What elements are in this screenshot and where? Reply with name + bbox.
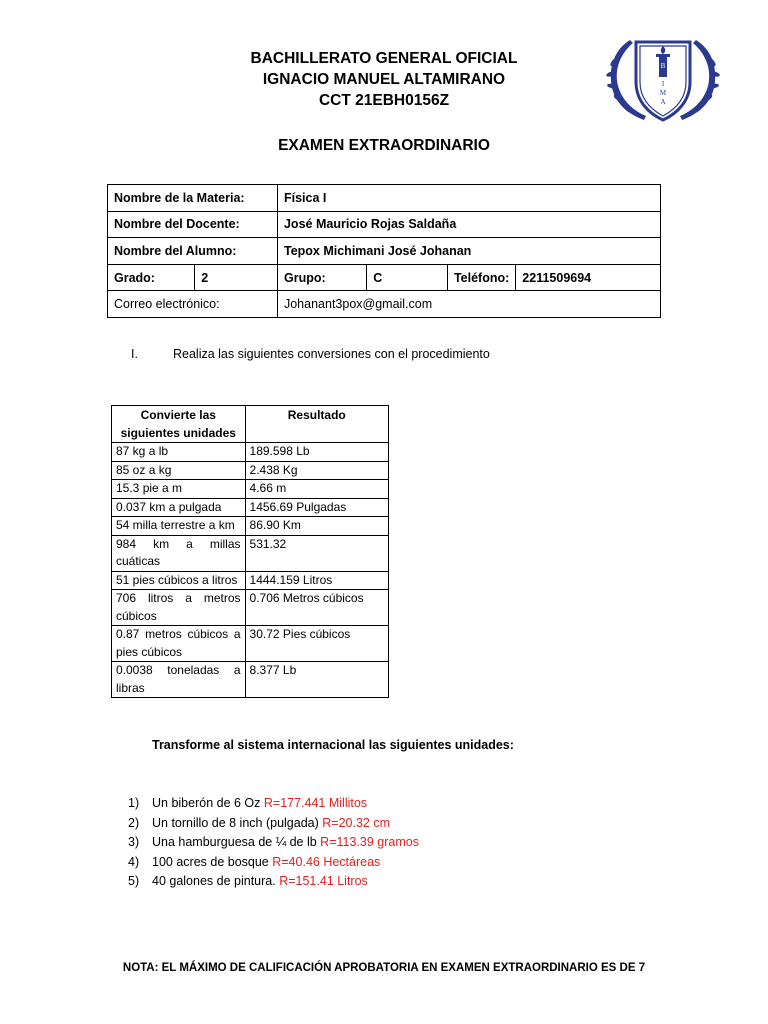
correo-value: Johanant3pox@gmail.com <box>277 291 660 318</box>
grupo-label: Grupo: <box>277 264 366 291</box>
list-item-number: 4) <box>128 854 140 869</box>
exam-title: EXAMEN EXTRAORDINARIO <box>278 137 490 154</box>
section-1-title: Realiza las siguientes conversiones con el procedimiento <box>173 347 490 361</box>
conversion-question: 87 kg a lb <box>112 443 246 462</box>
table-header-row <box>112 406 389 443</box>
conversion-result: 1456.69 Pulgadas <box>245 498 388 517</box>
conversion-question: 54 milla terrestre a km <box>112 517 246 536</box>
table-row <box>112 571 389 590</box>
table-row <box>112 662 389 698</box>
conversion-result: 2.438 Kg <box>245 461 388 480</box>
conversion-result: 8.377 Lb <box>245 662 388 698</box>
conversion-question: 0.0038 toneladas a libras <box>112 662 246 698</box>
conversion-result: 531.32 <box>245 535 388 571</box>
alumno-label: Nombre del Alumno: <box>108 238 278 265</box>
list-item-question: 100 acres de bosque <box>152 854 273 869</box>
table-row <box>108 291 661 318</box>
list-item <box>128 855 419 875</box>
section-1-heading <box>131 347 490 361</box>
conversions-body <box>112 443 389 698</box>
table-row <box>108 238 661 265</box>
conversion-result: 1444.159 Litros <box>245 571 388 590</box>
conversions-table <box>111 405 389 698</box>
conversion-question: 0.87 metros cúbicos a pies cúbicos <box>112 626 246 662</box>
materia-label: Nombre de la Materia: <box>108 185 278 212</box>
list-item-number: 2) <box>128 815 140 830</box>
conversion-question: 51 pies cúbicos a litros <box>112 571 246 590</box>
docente-label: Nombre del Docente: <box>108 211 278 238</box>
list-item <box>128 816 419 836</box>
list-item-answer: R=40.46 Hectáreas <box>272 854 381 869</box>
table-row <box>112 461 389 480</box>
list-item <box>128 874 419 894</box>
list-item-answer: R=151.41 Litros <box>279 874 368 889</box>
table-row <box>108 185 661 212</box>
conversion-question: 0.037 km a pulgada <box>112 498 246 517</box>
telefono-value: 2211509694 <box>516 264 661 291</box>
table-row <box>112 590 389 626</box>
list-item-number: 3) <box>128 835 140 850</box>
table-row <box>108 211 661 238</box>
logo-letter-b: B <box>660 62 666 70</box>
logo-letter-a: A <box>660 98 666 106</box>
alumno-value: Tepox Michimani José Johanan <box>277 238 660 265</box>
list-item-question: Un biberón de 6 Oz <box>152 796 264 810</box>
list-item-number: 1) <box>128 796 140 810</box>
grado-value: 2 <box>195 264 278 291</box>
materia-value: Física I <box>277 185 660 212</box>
list-item-question: 40 galones de pintura. <box>152 874 280 889</box>
conversion-result: 4.66 m <box>245 480 388 499</box>
student-info-table <box>107 184 661 318</box>
logo-letter-i: I <box>661 80 665 88</box>
list-item-question: Una hamburguesa de ¼ de lb <box>152 835 321 850</box>
conversion-result: 0.706 Metros cúbicos <box>245 590 388 626</box>
conversions-header-result: Resultado <box>245 406 388 443</box>
list-item-answer: R=20.32 cm <box>322 815 390 830</box>
conversion-result: 30.72 Pies cúbicos <box>245 626 388 662</box>
conversion-result: 86.90 Km <box>245 517 388 536</box>
footer-note: NOTA: EL MÁXIMO DE CALIFICACIÓN APROBATORIA EN EXAMEN EXTRAORDINARIO ES DE 7 <box>122 962 646 974</box>
conversion-question: 984 km a millas cuáticas <box>112 535 246 571</box>
conversion-question: 85 oz a kg <box>112 461 246 480</box>
correo-label: Correo electrónico: <box>108 291 278 318</box>
table-row <box>112 517 389 536</box>
docente-value: José Mauricio Rojas Saldaña <box>277 211 660 238</box>
table-row <box>112 535 389 571</box>
table-row <box>112 626 389 662</box>
school-name-line2: IGNACIO MANUEL ALTAMIRANO <box>262 71 506 88</box>
section-1-number: I. <box>131 347 138 361</box>
list-item-number: 5) <box>128 874 140 889</box>
list-item-question: Un tornillo de 8 inch (pulgada) <box>152 815 323 830</box>
table-row <box>112 480 389 499</box>
grado-label: Grado: <box>108 264 195 291</box>
list-item-answer: R=177.441 Millitos <box>263 796 368 810</box>
table-row <box>112 443 389 462</box>
school-cct: CCT 21EBH0156Z <box>318 92 450 109</box>
transform-list <box>128 796 419 894</box>
school-logo-icon <box>600 28 726 128</box>
school-name-line1: BACHILLERATO GENERAL OFICIAL <box>250 50 518 67</box>
logo-letter-m: M <box>659 89 667 97</box>
list-item-answer: R=113.39 gramos <box>320 835 419 850</box>
conversions-header-question: Convierte las siguientes unidades <box>112 406 246 443</box>
conversion-question: 15.3 pie a m <box>112 480 246 499</box>
telefono-label: Teléfono: <box>447 264 515 291</box>
table-row <box>112 498 389 517</box>
transform-heading: Transforme al sistema internacional las siguientes unidades: <box>152 738 514 752</box>
table-row <box>108 264 661 291</box>
grupo-value: C <box>367 264 448 291</box>
list-item <box>128 835 419 855</box>
conversion-result: 189.598 Lb <box>245 443 388 462</box>
list-item <box>128 796 419 816</box>
conversion-question: 706 litros a metros cúbicos <box>112 590 246 626</box>
